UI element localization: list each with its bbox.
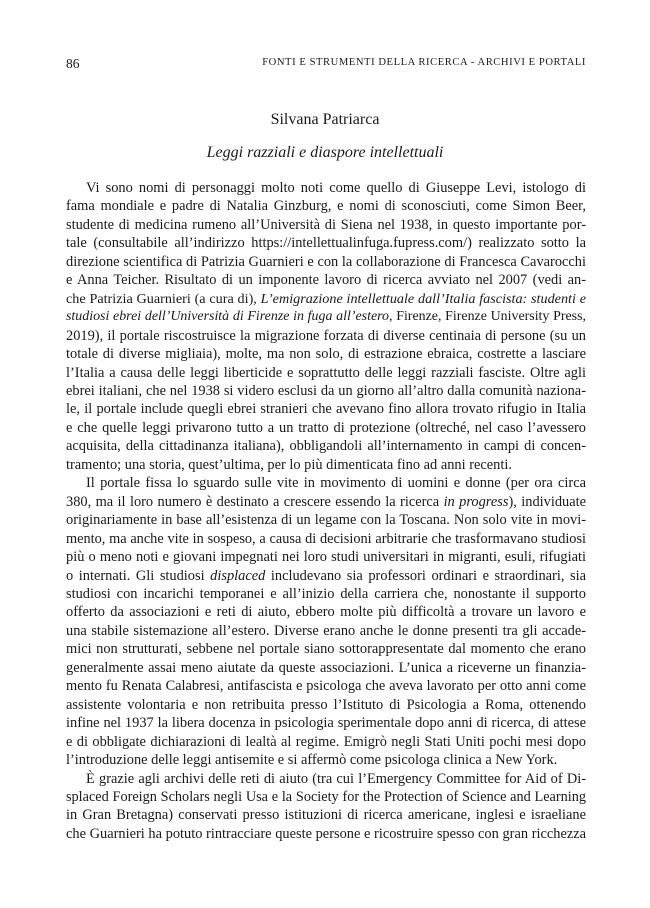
text-line: mento, ma anche vite in sospeso, a causa di decisioni arbitrarie che trasformavano studiosi [66,530,586,547]
text-line: mici non strutturati, sebbene nel portale siano sottorappresentate dal momento che erano [66,641,586,658]
text-line: tramento; una storia, quest’ultima, per lo più dimenticata fino ad anni recenti. [66,456,512,473]
article-body [66,179,586,843]
text-line: tale (consultabile all’indirizzo https://intellettualinfuga.fupress.com/) realizzato sotto la [66,235,586,252]
text-line: generalmente assai meno aiutate da queste associazioni. L’unica a riceverne un finanzia- [66,659,586,676]
text-line: originariamente in base all’esistenza di un legame con la Toscana. Non solo vite in movi- [66,512,586,529]
text-segment: , Firenze, Firenze University Press, [389,309,586,325]
text-line: e di obbligate dichiarazioni di lealtà al regime. Emigrò negli Stati Uniti pochi mesi dopo [66,733,586,750]
text-segment: o internati. Gli studiosi [66,567,211,584]
text-line: 2019), il portale riscostruisce la migrazione forzata di diverse centinaia di persone (su un [66,327,586,344]
text-line: direzione scientifica di Patrizia Guarnieri e con la collaborazione di Francesca Cavarocchi [66,253,586,270]
text-line: Il portale fissa lo sguardo sulle vite in movimento di uomini e donne (per ora circa [86,475,586,492]
text-line: studente di medicina rumeno all’Università di Siena nel 1938, in questo importante por- [66,216,586,233]
text-segment: 380, ma il loro numero è destinato a crescere essendo la ricerca [66,493,444,510]
page-header [66,56,586,74]
text-line [66,493,586,511]
text-segment: ), individuate [508,493,586,510]
text-line: più o meno noti e giovani impegnati nei loro studi universitari in migranti, esuli, rifugiati [66,549,586,566]
text-line: in Gran Bretagna) conservati presso istituzioni di ricerca americane, inglesi e israeliane [66,807,586,824]
text-line: splaced Foreign Scholars negli Usa e la Society for the Protection of Science and Learning [66,788,586,805]
italic-text: studiosi ebrei dell’Università di Firenze in fuga all’estero [66,309,389,325]
text-line [66,308,586,326]
text-line [66,290,586,308]
text-segment: includevano sia professori ordinari e straordinari, sia [265,567,586,584]
italic-text: displaced [210,567,266,584]
italic-text: L’emigrazione intellettuale dall’Italia fascista: studenti e [260,290,586,307]
text-line [66,567,586,585]
text-line: l’introduzione delle leggi antisemite e si affermò come psicologa clinica a New York. [66,752,558,769]
text-line: fama mondiale e padre di Natalia Ginzburg, e nomi di sconosciuti, come Simon Beer, [66,198,586,215]
text-line: le, il portale include quegli ebrei stranieri che avevano fino allora trovato rifugio in Italia [66,401,586,418]
text-line: e Anna Teicher. Risultato di un imponente lavoro di ricerca avviato nel 2007 (vedi an- [66,272,586,289]
text-line: studiosi con incarichi temporanei e all’inizio della carriera che, nonostante il supporto [66,585,586,602]
text-line: offerto da associazioni e reti di aiuto, ebbero molte più difficoltà a trovare un lavoro e [66,604,586,621]
text-line: e che quelle leggi privarono tutto a un tratto di protezione (oltreché, nel caso l’avessero [66,419,586,436]
running-head: FONTI E STRUMENTI DELLA RICERCA - ARCHIVI E PORTALI [262,57,586,68]
text-line: mento fu Renata Calabresi, antifascista e psicologa che aveva lavorato per otto anni come [66,678,586,695]
text-line: assistente volontaria e non retribuita presso l’Istituto di Psicologia a Roma, ottenendo [66,696,586,713]
text-line: l’Italia a causa delle leggi liberticide e soprattutto delle leggi razziali fasciste. Oltre agli [66,364,586,381]
text-line: Vi sono nomi di personaggi molto noti come quello di Giuseppe Levi, istologo di [86,180,586,196]
text-line: infine nel 1937 la libera docenza in psicologia sperimentale dopo anni di ricerca, di attese [66,715,586,732]
italic-text: in progress [443,493,509,510]
text-line: totale di diverse migliaia), molte, ma non solo, di estrazione ebraica, costrette a lasciare [66,346,586,363]
article-author: Silvana Patriarca [270,111,380,128]
text-line: una stabile sistemazione all’estero. Diverse erano anche le donne presenti tra gli accade- [66,622,586,639]
page-number: 86 [66,56,80,71]
text-line: ebrei italiani, che nel 1938 si videro esclusi da un giorno all’altro dalla comunità naziona- [66,382,586,399]
text-segment: che Patrizia Guarnieri (a cura di), [66,290,261,307]
text-line: acquisita, della cittadinanza italiana), obbligandoli all’internamento in campi di concen- [66,438,586,455]
text-line: È grazie agli archivi delle reti di aiuto (tra cui l’Emergency Committee for Aid of Di- [86,770,586,787]
text-line: che Guarnieri ha potuto rintracciare queste persone e ricostruire spesso con gran ricchezza [66,825,586,842]
article-title: Leggi razziali e diaspore intellettuali [206,144,444,161]
